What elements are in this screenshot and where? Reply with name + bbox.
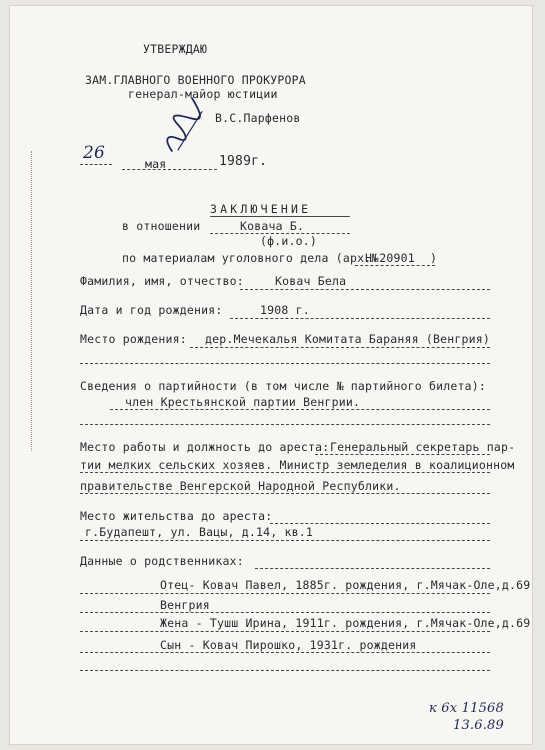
work-label: Место работы и должность до ареста: (80, 440, 330, 454)
document-page (10, 6, 532, 744)
approval-month: мая (145, 157, 167, 171)
materials-label: по материалам уголовного дела (арх.№ (122, 251, 379, 265)
work-value-2: тии мелких сельских хозяев. Министр земледелия в коалиционном (80, 458, 515, 472)
archive-mark-line1: к 6х 11568 (429, 701, 504, 716)
relative-line: Сын - Ковач Пирошко, 1931г. рождения (160, 638, 417, 652)
regarding-value: Ковача Б. (240, 219, 305, 233)
relative-line: Отец- Ковач Павел, 1885г. рождения, г.Мячак-Оле,д.69 (160, 578, 531, 592)
fio-value: Ковач Бела (275, 274, 347, 288)
signature-scribble-icon (156, 93, 210, 158)
margin-rule (31, 151, 32, 451)
archive-mark-line2: 13.6.89 (452, 718, 504, 733)
birth-date-label: Дата и год рождения: (80, 303, 223, 317)
approval-day: 26 (83, 143, 106, 163)
relatives-label: Данные о родственниках: (80, 554, 244, 568)
residence-value: г.Будапешт, ул. Вацы, д.14, кв.1 (85, 525, 313, 539)
birth-date-value: 1908 г. (260, 303, 310, 317)
case-number: Н-20901 (365, 251, 415, 265)
approval-title: УТВЕРЖДАЮ (143, 42, 208, 56)
birth-place-label: Место рождения: (80, 332, 187, 346)
approver-name: В.С.Парфенов (215, 111, 301, 125)
work-value-3: правительстве Венгерской Народной Республики. (80, 479, 401, 493)
work-value-1: Генеральный секретарь пар- (330, 440, 516, 454)
materials-close: ) (430, 251, 438, 265)
party-label: Сведения о партийности (в том числе № партийного билета): (80, 379, 487, 393)
approval-position-line1: ЗАМ.ГЛАВНОГО ВОЕННОГО ПРОКУРОРА (85, 73, 306, 87)
fio-label: Фамилия, имя, отчество: (80, 274, 244, 288)
relative-line: Венгрия (160, 598, 210, 612)
archive-mark (429, 700, 504, 734)
fio-hint: (ф.и.о.) (260, 234, 317, 248)
party-value: член Крестьянской партии Венгрии. (125, 395, 361, 409)
relative-line: Жена - Тушш Ирина, 1911г. рождения, г.Мячак-Оле,д.69 (160, 616, 531, 630)
birth-place-value: дер.Мечекалья Комитата Бараняя (Венгрия) (205, 332, 490, 346)
handwritten-signature (156, 93, 214, 160)
approval-position-line2: генерал-майор юстиции (128, 87, 278, 101)
approval-year: 1989г. (219, 154, 268, 169)
residence-label: Место жительства до ареста: (80, 509, 273, 523)
document-title: ЗАКЛЮЧЕНИЕ (210, 202, 312, 216)
regarding-label: в отношении (122, 219, 201, 233)
